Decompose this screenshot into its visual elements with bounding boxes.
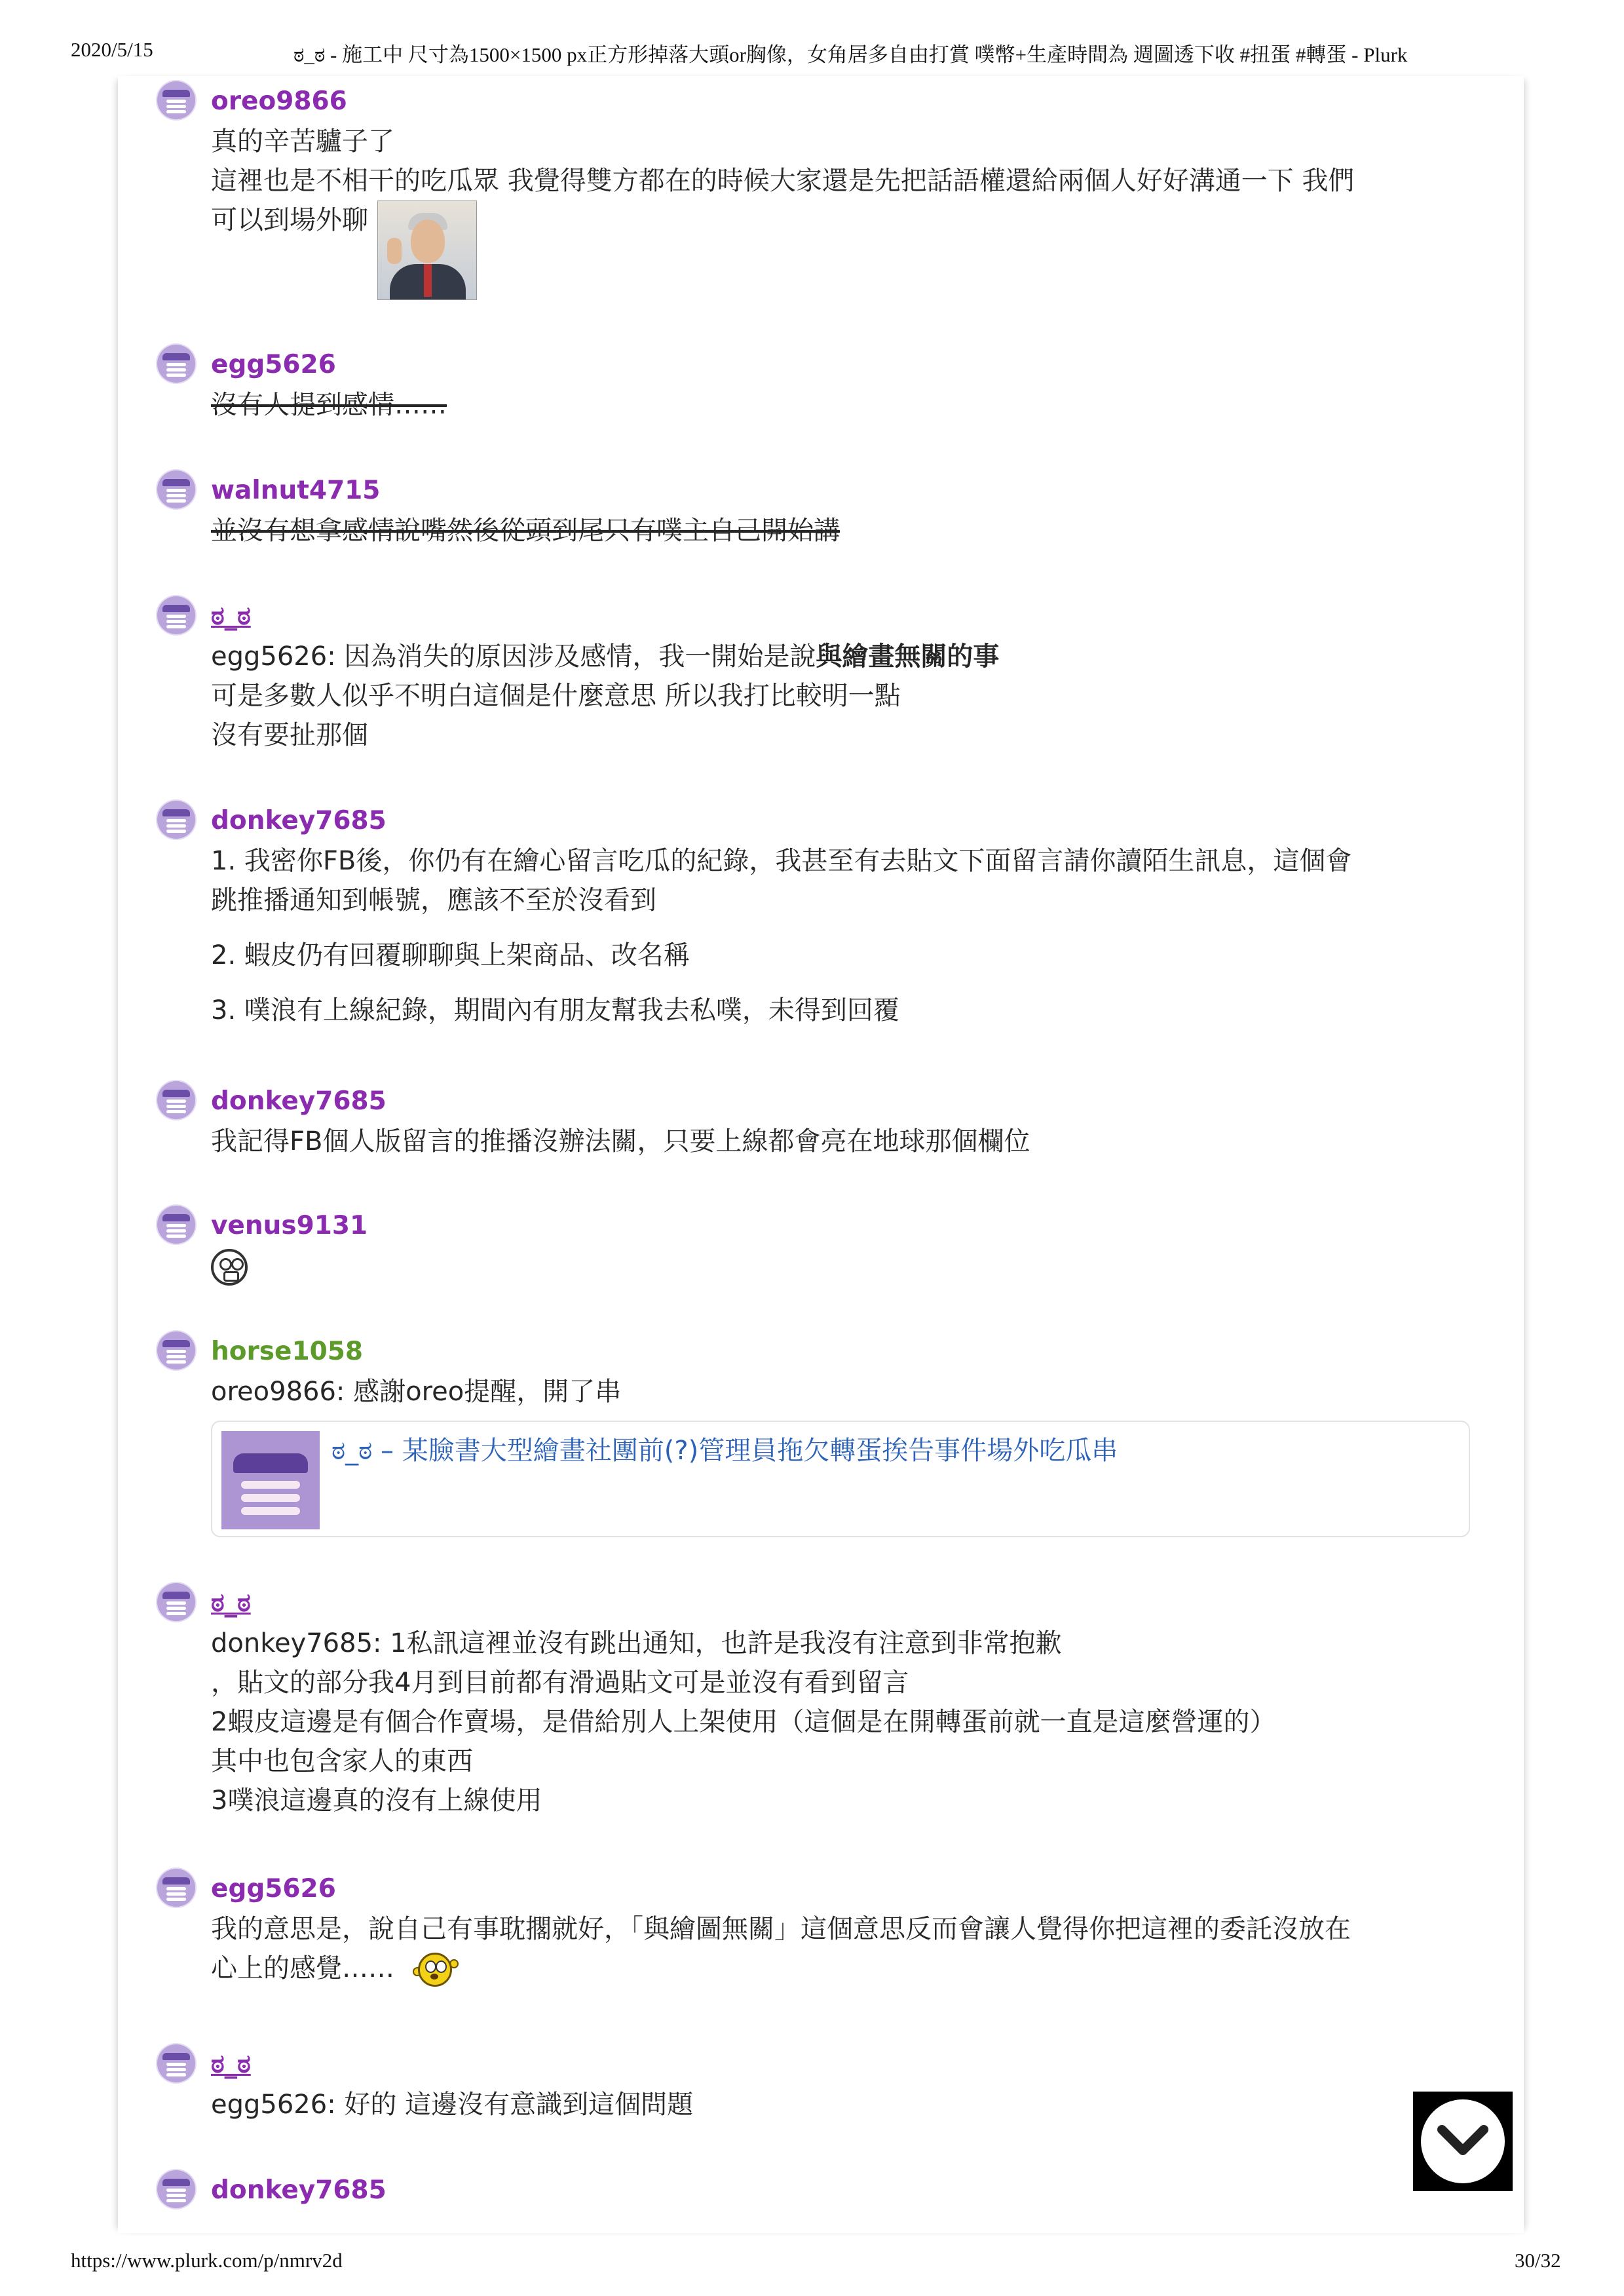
response-author[interactable]: walnut4715 (211, 476, 381, 505)
response-author[interactable]: venus9131 (211, 1211, 368, 1240)
response-content (211, 1246, 1494, 1286)
print-page-number: 30/32 (1515, 2249, 1561, 2272)
response-item (157, 470, 1494, 550)
response-line: donkey7685: 1私訊這裡並沒有跳出通知，也許是我沒有注意到非常抱歉 (211, 1628, 1062, 1658)
response-item (157, 81, 1494, 300)
response-item (157, 1583, 1494, 1820)
mask-avatar-icon (221, 1431, 320, 1529)
response-author[interactable]: ಠ_ಠ (211, 1588, 251, 1618)
response-line: 3噗浪這邊真的沒有上線使用 (211, 1786, 542, 1816)
response-line: 2. 蝦皮仍有回覆聊聊與上架商品、改名稱 (211, 940, 690, 970)
shocked-face-emoticon-icon (211, 1249, 248, 1286)
response-item (157, 2044, 1494, 2124)
response-author[interactable]: egg5626 (211, 1874, 336, 1904)
mask-avatar-icon[interactable] (157, 2044, 195, 2082)
response-content (211, 1624, 1494, 1820)
response-line: 並沒有想拿感情說嘴然後從頭到尾只有噗主自己開始講 (211, 516, 840, 546)
response-line: oreo9866: 感謝oreo提醒，開了串 (211, 1377, 622, 1407)
mask-avatar-icon[interactable] (157, 1869, 195, 1907)
response-content (211, 637, 1494, 755)
response-line: 其中也包含家人的東西 (211, 1746, 473, 1776)
surprised-yellow-emoticon-icon (413, 1950, 456, 1989)
print-header (0, 38, 1624, 77)
mask-avatar-icon[interactable] (157, 1206, 195, 1244)
response-author[interactable]: donkey7685 (211, 2175, 387, 2205)
response-item (157, 1331, 1494, 1537)
response-content (211, 385, 1494, 425)
responses-panel (118, 76, 1524, 2233)
mask-avatar-icon[interactable] (157, 596, 195, 634)
response-line: 3. 噗浪有上線紀錄，期間內有朋友幫我去私噗，未得到回覆 (211, 995, 899, 1025)
mask-avatar-icon[interactable] (157, 2170, 195, 2208)
response-content (211, 1122, 1494, 1161)
response-line: 這裡也是不相干的吃瓜眾 我覺得雙方都在的時候大家還是先把話語權還給兩個人好好溝通一下 我們 (211, 166, 1355, 196)
print-footer (0, 2249, 1624, 2282)
mask-avatar-icon[interactable] (157, 470, 195, 508)
response-line: 2蝦皮這邊是有個合作賣場，是借給別人上架使用（這個是在開轉蛋前就一直是這麼營運的） (211, 1707, 1276, 1737)
chevron-down-icon (1435, 2120, 1490, 2162)
linked-plurk-card[interactable] (211, 1421, 1470, 1537)
response-item (157, 2170, 1494, 2211)
response-line: 心上的感覺…… (211, 1953, 394, 1983)
response-item (157, 345, 1494, 425)
scroll-down-button[interactable] (1413, 2092, 1513, 2191)
response-content (211, 122, 1494, 300)
response-author[interactable]: ಠ_ಠ (211, 602, 251, 631)
response-author[interactable]: oreo9866 (211, 86, 347, 116)
response-author[interactable]: horse1058 (211, 1337, 364, 1366)
mask-avatar-icon[interactable] (157, 1081, 195, 1119)
response-line: egg5626: 因為消失的原因涉及感情，我一開始是說 (211, 641, 816, 672)
response-item (157, 1206, 1494, 1286)
print-page-title: ಠ_ಠ - 施工中 尺寸為1500×1500 px正方形掉落大頭or胸像，女角居多自由打賞 噗幣+生產時間為 週圖透下收 #扭蛋 #轉蛋 - Plurk (293, 43, 1408, 66)
print-url: https://www.plurk.com/p/nmrv2d (71, 2249, 343, 2272)
response-author[interactable]: egg5626 (211, 350, 336, 379)
linked-plurk-title[interactable]: ಠ_ಠ – 某臉書大型繪畫社團前(?)管理員拖欠轉蛋挨告事件場外吃瓜串 (331, 1436, 1118, 1466)
response-line-bold: 與繪畫無關的事 (816, 641, 1000, 672)
response-content (211, 841, 1494, 1030)
response-content (211, 1909, 1494, 1989)
response-content (211, 511, 1494, 550)
response-line: 我記得FB個人版留言的推播沒辦法關，只要上線都會亮在地球那個欄位 (211, 1126, 1030, 1157)
response-line: 1. 我密你FB後，你仍有在繪心留言吃瓜的紀錄，我甚至有去貼文下面留言請你讀陌生訊息，這個會 (211, 846, 1352, 876)
response-line: ，貼文的部分我4月到目前都有滑過貼文可是並沒有看到留言 (211, 1668, 909, 1698)
mask-avatar-icon[interactable] (157, 1583, 195, 1621)
response-author[interactable]: donkey7685 (211, 806, 387, 835)
response-line: 可以到場外聊 (211, 205, 368, 235)
response-line: 真的辛苦驢子了 (211, 126, 394, 157)
mask-avatar-icon[interactable] (157, 81, 195, 119)
response-author[interactable]: ಠ_ಠ (211, 2050, 251, 2079)
response-line: 沒有要扯那個 (211, 720, 368, 750)
response-line: 可是多數人似乎不明白這個是什麼意思 所以我打比較明一點 (211, 681, 901, 711)
response-item (157, 596, 1494, 755)
person-photo-image[interactable] (377, 201, 477, 300)
response-item (157, 1081, 1494, 1161)
response-author[interactable]: donkey7685 (211, 1086, 387, 1116)
response-content (211, 2085, 1494, 2124)
response-item (157, 1869, 1494, 1989)
response-line: 我的意思是，說自己有事耽擱就好，「與繪圖無關」這個意思反而會讓人覺得你把這裡的委託沒放在 (211, 1914, 1351, 1944)
response-line: egg5626: 好的 這邊沒有意識到這個問題 (211, 2090, 694, 2120)
mask-avatar-icon[interactable] (157, 1331, 195, 1369)
response-content (211, 1372, 1494, 1537)
mask-avatar-icon[interactable] (157, 345, 195, 383)
response-line: 跳推播通知到帳號，應該不至於沒看到 (211, 885, 656, 915)
mask-avatar-icon[interactable] (157, 801, 195, 839)
response-line: 沒有人提到感情…… (211, 390, 447, 420)
print-date: 2020/5/15 (71, 38, 153, 61)
response-item (157, 801, 1494, 1030)
